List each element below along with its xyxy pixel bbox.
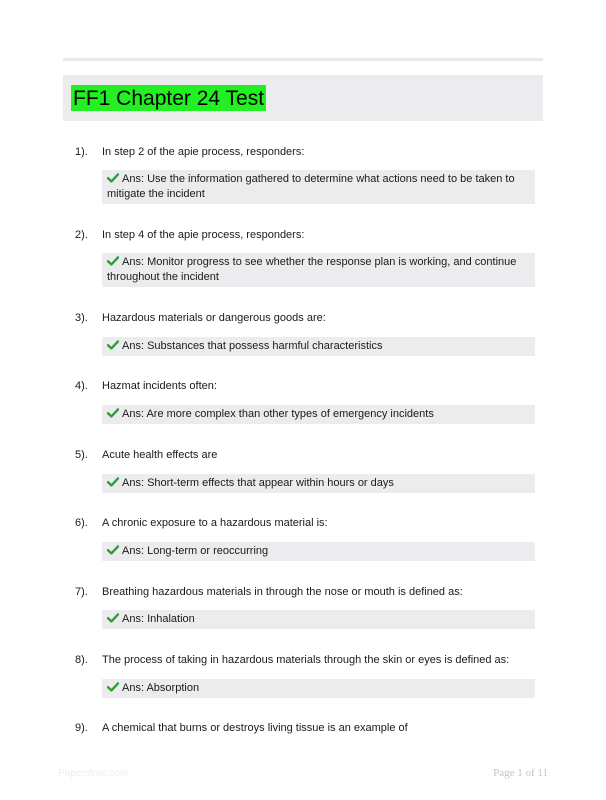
check-icon (107, 477, 119, 487)
answer-box (102, 170, 535, 204)
check-icon (107, 613, 119, 623)
question-number: 7). (75, 586, 88, 598)
answer-text: Use the information gathered to determine what actions need to be taken to mitigate the incident (107, 173, 515, 200)
question-number: 6). (75, 517, 88, 529)
question-number: 8). (75, 654, 88, 666)
answer-text: Monitor progress to see whether the response plan is working, and continue throughout the incident (107, 256, 517, 283)
answer-box (102, 405, 535, 424)
question-number: 4). (75, 380, 88, 392)
question-number: 1). (75, 146, 88, 158)
question-text: In step 4 of the apie process, responders: (102, 229, 305, 241)
answer-box (102, 474, 535, 493)
answer-box (102, 679, 535, 698)
check-icon (107, 682, 119, 692)
answer-prefix: Ans: (122, 682, 145, 694)
question-text: A chronic exposure to a hazardous material is: (102, 517, 328, 529)
question-text: In step 2 of the apie process, responders: (102, 146, 305, 158)
answer-box (102, 542, 535, 561)
answer-text: Substances that possess harmful characteristics (147, 340, 383, 352)
question-number: 9). (75, 722, 88, 734)
title-banner (63, 75, 543, 121)
answer-text: Are more complex than other types of emergency incidents (146, 408, 434, 420)
question-text: The process of taking in hazardous materials through the skin or eyes is defined as: (102, 654, 510, 666)
answer-prefix: Ans: (122, 340, 145, 352)
question-number: 2). (75, 229, 88, 241)
answer-prefix: Ans: (122, 613, 145, 625)
footer-watermark: Paperstrac.com (58, 768, 129, 779)
check-icon (107, 545, 119, 555)
answer-prefix: Ans: (122, 173, 145, 185)
question-text: A chemical that burns or destroys living tissue is an example of (102, 722, 408, 734)
question-text: Acute health effects are (102, 449, 218, 461)
question-text: Breathing hazardous materials in through the nose or mouth is defined as: (102, 586, 463, 598)
question-text: Hazardous materials or dangerous goods are: (102, 312, 326, 324)
answer-prefix: Ans: (122, 477, 145, 489)
answer-box (102, 253, 535, 287)
answer-prefix: Ans: (122, 408, 145, 420)
answer-text: Absorption (146, 682, 200, 694)
answer-text: Inhalation (147, 613, 195, 625)
page-title: FF1 Chapter 24 Test (73, 87, 265, 110)
answer-prefix: Ans: (122, 256, 145, 268)
check-icon (107, 256, 119, 266)
check-icon (107, 173, 119, 183)
top-divider (63, 58, 543, 61)
page-indicator: Page 1 of 11 (493, 767, 548, 779)
answer-text: Short-term effects that appear within hours or days (147, 477, 394, 489)
question-text: Hazmat incidents often: (102, 380, 217, 392)
check-icon (107, 408, 119, 418)
check-icon (107, 340, 119, 350)
answer-text: Long-term or reoccurring (147, 545, 269, 557)
answer-box (102, 337, 535, 356)
answer-prefix: Ans: (122, 545, 145, 557)
question-number: 3). (75, 312, 88, 324)
answer-box (102, 610, 535, 629)
question-number: 5). (75, 449, 88, 461)
